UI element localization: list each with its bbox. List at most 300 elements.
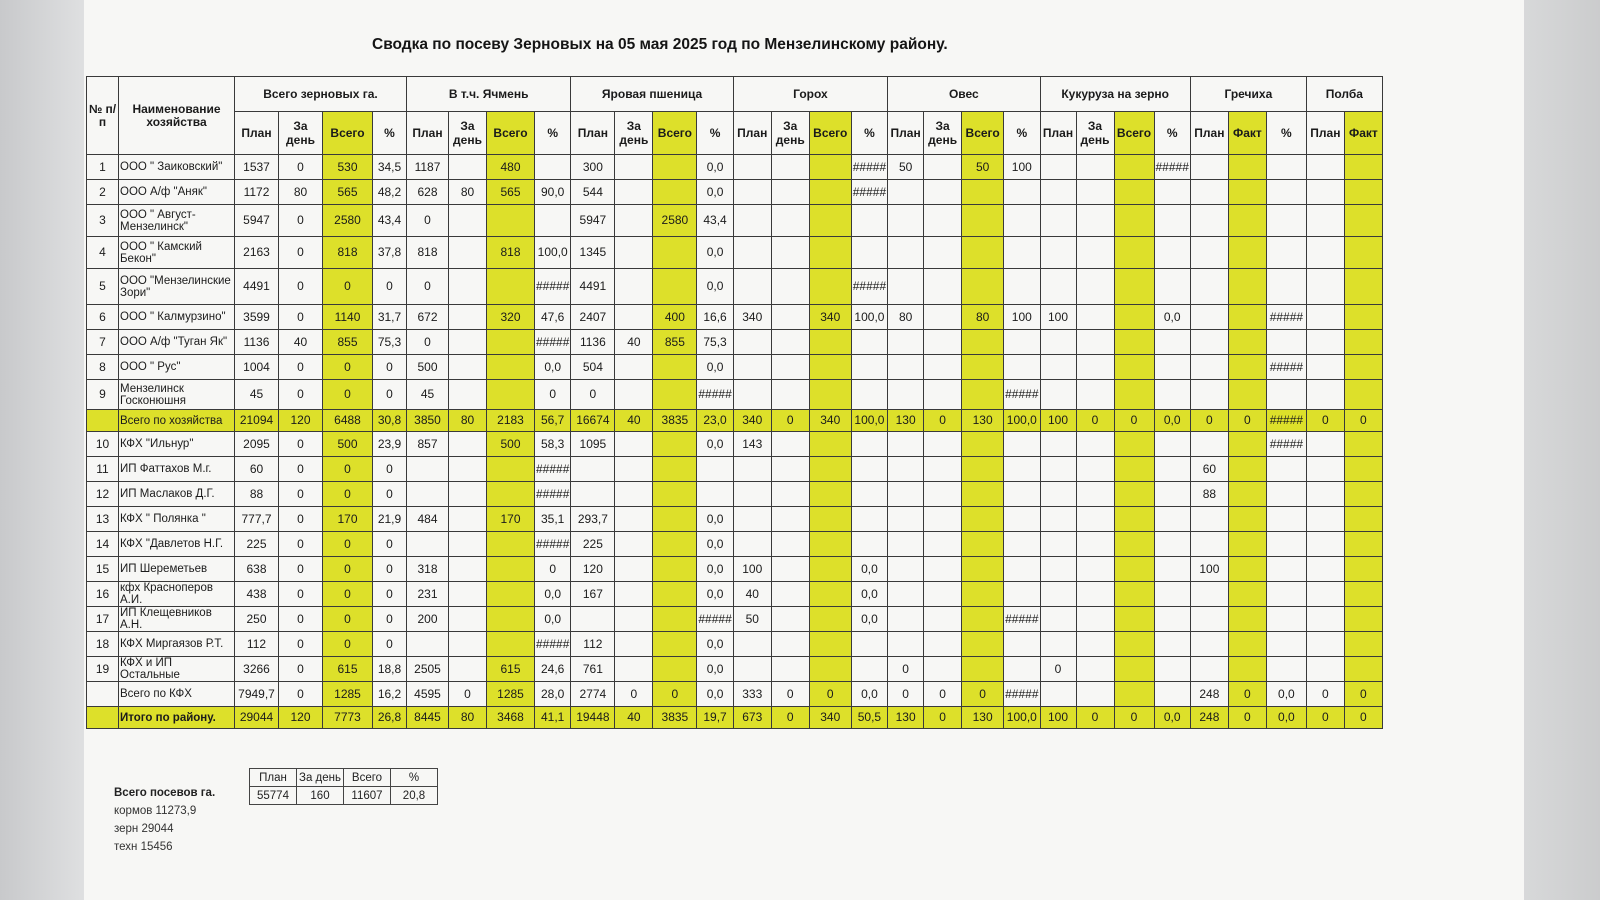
data-cell [771,482,809,507]
data-cell: 333 [733,682,771,707]
data-cell [1266,557,1306,582]
data-cell [809,532,851,557]
data-cell: 80 [962,305,1004,330]
data-cell [924,180,962,205]
data-cell: 1095 [571,432,615,457]
data-cell [1004,632,1040,657]
data-cell: 530 [323,155,373,180]
data-cell: 0 [279,657,323,682]
data-cell [1004,457,1040,482]
data-cell [809,582,851,607]
data-cell [809,269,851,305]
data-cell [1040,532,1076,557]
data-cell [1228,532,1266,557]
data-cell [733,657,771,682]
data-cell [809,205,851,237]
data-cell: 100,0 [851,410,887,432]
data-cell [653,355,697,380]
data-cell [851,355,887,380]
data-cell [1154,205,1190,237]
data-cell [1306,607,1344,632]
data-cell: ##### [1266,305,1306,330]
data-cell [1306,180,1344,205]
data-cell: 41,1 [535,707,571,729]
data-cell: ##### [1266,355,1306,380]
data-cell [962,355,1004,380]
data-cell: 0,0 [697,632,733,657]
data-cell: 40 [733,582,771,607]
data-cell: 75,3 [697,330,733,355]
data-cell: 0 [373,355,407,380]
farm-name: ООО " Август-Мензелинск" [119,205,235,237]
row-number: 17 [87,607,119,632]
header-sub-cell: Факт [1344,112,1382,155]
data-cell: 100,0 [1004,707,1040,729]
data-cell: 0 [1344,707,1382,729]
data-cell: 35,1 [535,507,571,532]
table-row [87,305,1383,330]
data-cell [449,632,487,657]
data-cell [487,532,535,557]
data-cell [1040,237,1076,269]
data-cell: 3468 [487,707,535,729]
data-cell: 2407 [571,305,615,330]
data-cell: ##### [851,180,887,205]
data-cell [615,457,653,482]
data-cell: 0 [279,355,323,380]
data-cell [771,305,809,330]
row-number: 12 [87,482,119,507]
farm-name: ИП Клещевников А.Н. [119,607,235,632]
data-cell [1306,155,1344,180]
data-cell [1344,380,1382,410]
data-cell: 484 [407,507,449,532]
data-cell: ##### [1266,432,1306,457]
farm-name: ООО " Калмурзино" [119,305,235,330]
data-cell: ##### [851,155,887,180]
data-cell [407,482,449,507]
data-cell [771,355,809,380]
data-cell [487,330,535,355]
data-cell [924,582,962,607]
table-row [87,532,1383,557]
data-cell [1114,330,1154,355]
data-cell [1228,607,1266,632]
header-group-2: Яровая пшеница [571,77,733,112]
header-sub-cell: План [1040,112,1076,155]
data-cell: 855 [653,330,697,355]
data-cell [962,180,1004,205]
header-sub-cell: % [697,112,733,155]
data-cell: 0 [323,607,373,632]
data-cell [449,330,487,355]
data-cell [1114,432,1154,457]
data-cell: 100 [1190,557,1228,582]
data-cell [1344,269,1382,305]
data-cell: 0 [924,410,962,432]
data-cell: 120 [279,410,323,432]
data-cell: 0,0 [697,155,733,180]
data-cell: 34,5 [373,155,407,180]
data-cell [1228,205,1266,237]
farm-name: ИП Фаттахов М.г. [119,457,235,482]
data-cell [888,330,924,355]
data-cell [571,457,615,482]
data-cell: 0,0 [851,557,887,582]
data-cell: 340 [809,707,851,729]
data-cell: 250 [235,607,279,632]
data-cell [1344,305,1382,330]
data-cell [1306,330,1344,355]
data-cell [449,305,487,330]
header-sub-cell: Всего [1114,112,1154,155]
data-cell [1190,330,1228,355]
data-cell [653,457,697,482]
data-cell: 0,0 [535,355,571,380]
data-cell: 0 [279,457,323,482]
data-cell [1076,657,1114,682]
data-cell [1344,457,1382,482]
data-cell [1190,582,1228,607]
data-cell: 80 [449,410,487,432]
data-cell: 818 [407,237,449,269]
data-cell [1114,355,1154,380]
data-cell [1266,180,1306,205]
data-cell: 0 [279,557,323,582]
data-cell: ##### [851,269,887,305]
data-cell [653,155,697,180]
data-cell: 0 [1076,707,1114,729]
data-cell [1306,237,1344,269]
data-cell [1040,582,1076,607]
data-cell [733,632,771,657]
data-cell [1228,557,1266,582]
farm-name: Всего по хозяйства [119,410,235,432]
data-cell [1004,237,1040,269]
data-cell [1344,657,1382,682]
data-cell [924,237,962,269]
data-cell [1114,657,1154,682]
farm-name: ООО А/ф "Туган Як" [119,330,235,355]
mini-value-row [250,787,438,805]
data-cell: 0 [373,532,407,557]
data-cell [1004,582,1040,607]
data-cell [1228,155,1266,180]
data-cell [1114,457,1154,482]
data-cell: 504 [571,355,615,380]
row-number: 2 [87,180,119,205]
data-cell [449,269,487,305]
data-cell [697,482,733,507]
data-cell [851,507,887,532]
data-cell [888,582,924,607]
data-cell [1228,237,1266,269]
data-cell [615,607,653,632]
data-cell: 80 [449,180,487,205]
header-sub-cell: План [1190,112,1228,155]
table-row [87,205,1383,237]
data-cell [1266,582,1306,607]
data-cell: 21094 [235,410,279,432]
data-cell: ##### [535,632,571,657]
data-cell [771,330,809,355]
data-cell: 50 [733,607,771,632]
header-sub-cell: Всего [323,112,373,155]
data-cell: 438 [235,582,279,607]
data-cell [1154,432,1190,457]
data-cell [1306,269,1344,305]
data-cell [615,507,653,532]
data-cell [1266,155,1306,180]
data-cell [771,155,809,180]
row-number [87,707,119,729]
data-cell: 565 [323,180,373,205]
data-cell: 0 [809,682,851,707]
data-cell [1040,507,1076,532]
data-cell [1228,180,1266,205]
data-cell: 50 [962,155,1004,180]
data-cell [809,330,851,355]
header-sub-cell: % [1004,112,1040,155]
data-cell [809,632,851,657]
data-cell [615,432,653,457]
data-cell [809,355,851,380]
data-cell [1076,557,1114,582]
data-cell: 60 [1190,457,1228,482]
data-cell [487,205,535,237]
farm-name: ИП Шереметьев [119,557,235,582]
data-cell: 0 [279,237,323,269]
data-cell [1004,532,1040,557]
data-cell [1306,582,1344,607]
data-cell [1228,380,1266,410]
data-cell [1154,237,1190,269]
data-cell [771,582,809,607]
farm-name: ООО А/ф "Аняк" [119,180,235,205]
data-cell [1190,607,1228,632]
data-cell: 0 [373,557,407,582]
data-cell [924,355,962,380]
data-cell [809,657,851,682]
data-cell: 857 [407,432,449,457]
data-cell [449,155,487,180]
data-cell [615,632,653,657]
data-cell: 8445 [407,707,449,729]
data-cell [1004,355,1040,380]
data-cell [1266,607,1306,632]
data-cell [1306,482,1344,507]
data-cell [487,380,535,410]
data-cell: 615 [487,657,535,682]
data-cell [449,237,487,269]
data-cell: 3835 [653,707,697,729]
data-cell [1076,482,1114,507]
data-cell [851,432,887,457]
data-cell: 45 [407,380,449,410]
data-cell [1266,507,1306,532]
data-cell: ##### [535,532,571,557]
data-cell [771,457,809,482]
notes-total-label: Всего посевов га. [114,787,216,799]
document-title: Сводка по посеву Зерновых на 05 мая 2025 год по Мензелинскому району. [372,36,948,53]
data-cell: 225 [571,532,615,557]
data-cell [1344,355,1382,380]
data-cell: 88 [235,482,279,507]
data-cell: 544 [571,180,615,205]
data-cell: ##### [1004,380,1040,410]
mini-value-cell: 20,8 [391,787,438,805]
data-cell: 100,0 [851,305,887,330]
data-cell [733,205,771,237]
data-cell: 0,0 [851,682,887,707]
data-cell [1040,607,1076,632]
data-cell: ##### [535,269,571,305]
data-cell: 0 [279,682,323,707]
table-row [87,269,1383,305]
mini-head-cell: За день [297,769,344,787]
farm-name: ООО " Заиковский" [119,155,235,180]
data-cell [809,507,851,532]
data-cell [1076,457,1114,482]
data-cell [962,582,1004,607]
data-cell [771,607,809,632]
data-cell: 143 [733,432,771,457]
data-cell: 480 [487,155,535,180]
header-sub-cell: Факт [1228,112,1266,155]
data-cell [1154,582,1190,607]
data-cell: ##### [1004,682,1040,707]
data-cell [1306,632,1344,657]
data-cell [1228,657,1266,682]
farm-name: КФХ " Полянка " [119,507,235,532]
data-cell [809,180,851,205]
data-cell [1076,582,1114,607]
data-cell [1076,269,1114,305]
data-cell: 2183 [487,410,535,432]
data-cell: 0,0 [697,269,733,305]
row-number: 4 [87,237,119,269]
data-cell: 0 [1228,682,1266,707]
data-cell: 0,0 [1154,707,1190,729]
data-cell [1040,632,1076,657]
data-cell [962,330,1004,355]
data-cell: 31,7 [373,305,407,330]
farm-name: ИП Маслаков Д.Г. [119,482,235,507]
data-cell [653,269,697,305]
data-cell [487,269,535,305]
header-group-5: Кукуруза на зерно [1040,77,1190,112]
data-cell: 248 [1190,682,1228,707]
data-cell [1076,180,1114,205]
data-cell [851,330,887,355]
data-cell [771,205,809,237]
data-cell [924,305,962,330]
data-cell [653,657,697,682]
mini-head-cell: Всего [344,769,391,787]
farm-name: кфх Красноперов А.И. [119,582,235,607]
data-cell: 0,0 [697,682,733,707]
data-cell: 0,0 [535,607,571,632]
header-sub-cell: Всего [962,112,1004,155]
data-cell [733,507,771,532]
data-cell [771,657,809,682]
data-cell: 80 [888,305,924,330]
data-cell [809,155,851,180]
data-cell: 340 [733,410,771,432]
data-cell: 100 [1004,305,1040,330]
data-cell: 45 [235,380,279,410]
data-cell: 855 [323,330,373,355]
data-cell [851,380,887,410]
data-cell [1190,305,1228,330]
data-cell [1344,482,1382,507]
data-cell [1154,180,1190,205]
data-cell: 3266 [235,657,279,682]
data-cell: 26,8 [373,707,407,729]
table-row [87,457,1383,482]
data-cell [697,457,733,482]
data-cell [1266,457,1306,482]
data-cell [888,237,924,269]
farm-name: ООО " Рус" [119,355,235,380]
data-cell: 0 [924,707,962,729]
data-cell: 293,7 [571,507,615,532]
header-sub-cell: План [888,112,924,155]
data-cell [1228,582,1266,607]
data-cell [571,607,615,632]
data-cell: 1004 [235,355,279,380]
table-row [87,482,1383,507]
data-cell [924,330,962,355]
data-cell: 0 [535,380,571,410]
header-sub-cell: За день [1076,112,1114,155]
data-cell [1004,330,1040,355]
data-cell [733,355,771,380]
data-cell [924,380,962,410]
data-cell [1076,532,1114,557]
data-cell: 0 [323,355,373,380]
data-cell [924,507,962,532]
data-cell [771,632,809,657]
sowing-report-table [86,76,1383,729]
data-cell [1004,507,1040,532]
farm-name: ООО "Мензелинские Зори" [119,269,235,305]
data-cell: 1187 [407,155,449,180]
data-cell [449,582,487,607]
data-cell: 200 [407,607,449,632]
data-cell [962,380,1004,410]
data-cell [888,269,924,305]
data-cell: 0 [571,380,615,410]
data-cell: 0 [279,155,323,180]
data-cell [924,607,962,632]
data-cell [1190,380,1228,410]
data-cell: 2505 [407,657,449,682]
data-cell [449,457,487,482]
mini-value-cell: 11607 [344,787,391,805]
table-row [87,330,1383,355]
data-cell [1190,532,1228,557]
data-cell [888,482,924,507]
data-cell [615,180,653,205]
data-cell [615,205,653,237]
data-cell: 818 [323,237,373,269]
data-cell: 1285 [487,682,535,707]
data-cell: 318 [407,557,449,582]
data-cell: ##### [535,482,571,507]
data-cell [1154,632,1190,657]
data-cell [924,432,962,457]
